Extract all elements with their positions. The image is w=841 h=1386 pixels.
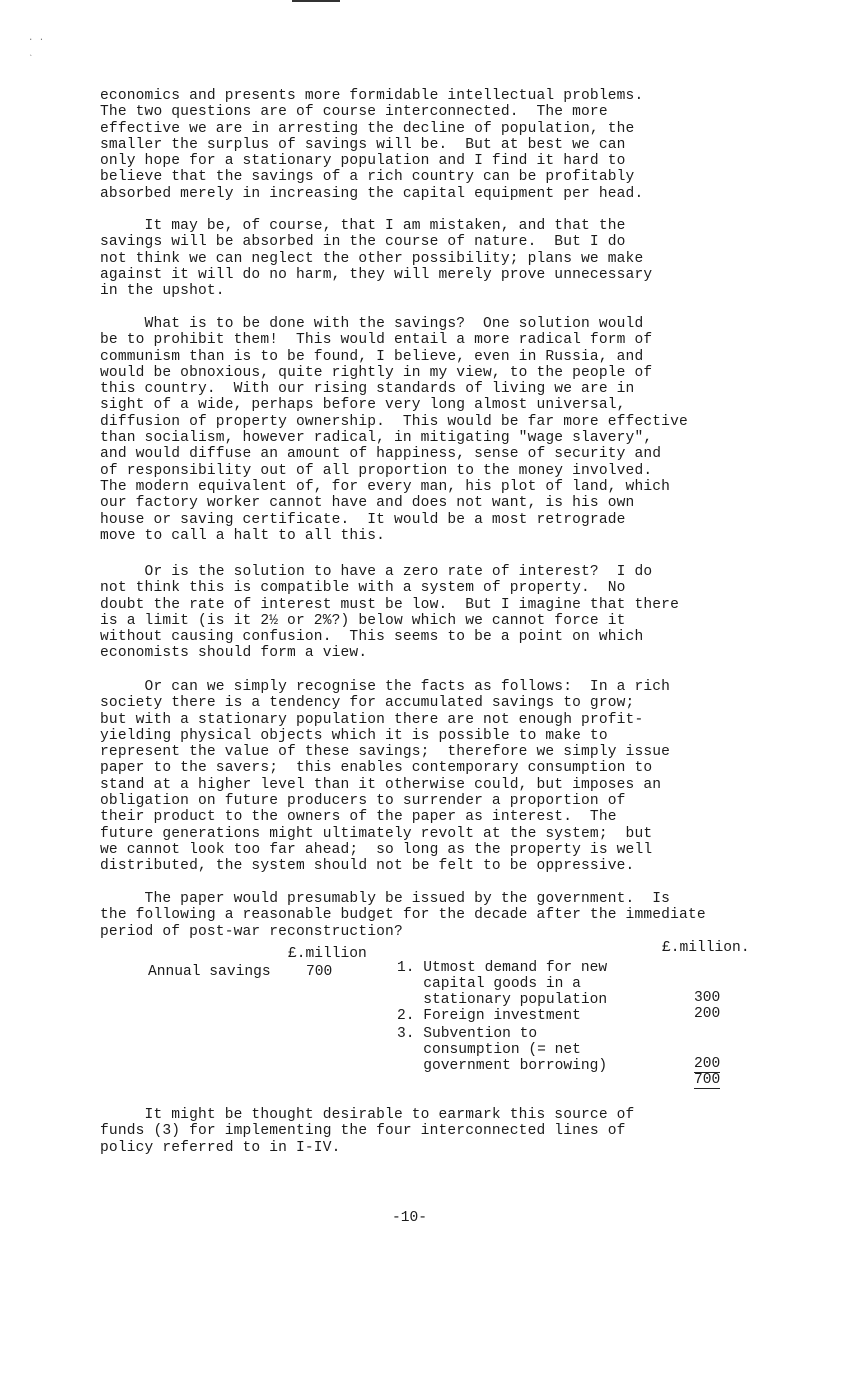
text-line: of responsibility out of all proportion to the money involved.: [100, 462, 653, 479]
text-line: funds (3) for implementing the four interconnected lines of: [100, 1123, 626, 1140]
page-number: -10-: [392, 1210, 428, 1226]
text-line: not think this is compatible with a system of property. No: [100, 580, 626, 597]
text-line: The modern equivalent of, for every man, his plot of land, which: [100, 478, 671, 495]
text-line: paper to the savers; this enables contemporary consumption to: [100, 760, 653, 777]
text-line: yielding physical objects which it is possible to make to: [100, 727, 608, 744]
text-line: doubt the rate of interest must be low. But I imagine that there: [100, 596, 679, 613]
budget-item-3-line-2: consumption (= net: [397, 1042, 581, 1058]
scan-marks: · · ˎ: [28, 35, 45, 57]
text-line: in the upshot.: [100, 283, 225, 300]
text-line: obligation on future producers to surrender a proportion of: [100, 793, 626, 810]
paragraph-5: [100, 679, 790, 875]
text-line: the following a reasonable budget for the decade after the immediate: [100, 907, 706, 924]
budget-item-1-line-1: 1. Utmost demand for new: [397, 960, 608, 976]
text-line: economics and presents more formidable intellectual problems.: [100, 88, 644, 104]
text-line: against it will do no harm, they will merely prove unnecessary: [100, 266, 653, 283]
text-line: Or can we simply recognise the facts as follows: In a rich: [100, 679, 671, 695]
text-line: house or saving certificate. It would be a most retrograde: [100, 511, 626, 528]
text-line: believe that the savings of a rich country can be profitably: [100, 169, 635, 186]
text-line: we cannot look too far ahead; so long as the property is well: [100, 841, 653, 858]
text-line: distributed, the system should not be felt to be oppressive.: [100, 858, 635, 875]
text-line: and would diffuse an amount of happiness, sense of security and: [100, 446, 662, 463]
text-line: smaller the surplus of savings will be. But at best we can: [100, 136, 626, 153]
budget-item-1-value: 300: [694, 990, 721, 1006]
budget-item-2-line-1: 2. Foreign investment: [397, 1008, 581, 1024]
text-line: What is to be done with the savings? One solution would: [100, 316, 644, 332]
text-line: society there is a tendency for accumulated savings to grow;: [100, 695, 635, 712]
text-line: The two questions are of course interconnected. The more: [100, 104, 608, 121]
text-line: our factory worker cannot have and does not want, is his own: [100, 495, 635, 512]
budget-savings-value: 700: [306, 964, 333, 980]
text-line: It might be thought desirable to earmark this source of: [100, 1107, 635, 1123]
text-line: absorbed merely in increasing the capital equipment per head.: [100, 185, 644, 202]
budget-item-2-value: 200: [694, 1006, 721, 1022]
text-line: The paper would presumably be issued by the government. Is: [100, 891, 671, 907]
budget-left-unit: £.million: [288, 946, 367, 962]
text-line: economists should form a view.: [100, 645, 368, 662]
text-line: only hope for a stationary population and I find it hard to: [100, 153, 626, 170]
budget-item-3-line-1: 3. Subvention to: [397, 1026, 538, 1042]
budget-savings-label: Annual savings: [148, 964, 271, 980]
budget-table: [100, 940, 780, 1096]
text-line: sight of a wide, perhaps before very long almost universal,: [100, 397, 626, 414]
text-line: be to prohibit them! This would entail a more radical form of: [100, 332, 653, 349]
text-line: stand at a higher level than it otherwise could, but imposes an: [100, 776, 662, 793]
budget-item-3-value: 200: [694, 1056, 721, 1072]
text-line: represent the value of these savings; therefore we simply issue: [100, 744, 671, 761]
paragraph-2: [100, 218, 790, 299]
text-line: Or is the solution to have a zero rate of interest? I do: [100, 564, 653, 580]
paragraph-3: [100, 316, 790, 544]
top-rule: [292, 0, 340, 2]
text-line: than socialism, however radical, in mitigating "wage slavery",: [100, 430, 653, 447]
budget-right-unit: £.million.: [662, 940, 750, 956]
budget-total: 700: [694, 1072, 721, 1088]
text-line: It may be, of course, that I am mistaken, and that the: [100, 218, 626, 234]
paragraph-4: [100, 564, 790, 662]
text-line: this country. With our rising standards of living we are in: [100, 381, 635, 398]
text-line: their product to the owners of the paper as interest. The: [100, 809, 617, 826]
text-line: is a limit (is it 2½ or 2%?) below which we cannot force it: [100, 612, 626, 629]
text-line: move to call a halt to all this.: [100, 527, 386, 544]
text-line: without causing confusion. This seems to be a point on which: [100, 629, 644, 646]
text-line: period of post-war reconstruction?: [100, 923, 403, 940]
text-line: would be obnoxious, quite rightly in my view, to the people of: [100, 364, 653, 381]
paragraph-1: [100, 88, 790, 202]
text-line: policy referred to in I-IV.: [100, 1139, 341, 1156]
text-line: communism than is to be found, I believe, even in Russia, and: [100, 348, 644, 365]
budget-item-1-line-2: capital goods in a: [397, 976, 581, 992]
text-line: future generations might ultimately revolt at the system; but: [100, 825, 653, 842]
text-line: not think we can neglect the other possibility; plans we make: [100, 250, 644, 267]
text-line: but with a stationary population there are not enough profit-: [100, 711, 644, 728]
paragraph-7: [100, 1107, 790, 1156]
text-line: diffusion of property ownership. This would be far more effective: [100, 413, 688, 430]
budget-item-1-line-3: stationary population: [397, 992, 608, 1008]
text-line: effective we are in arresting the decline of population, the: [100, 120, 635, 137]
budget-item-3-line-3: government borrowing): [397, 1058, 608, 1074]
paragraph-6: [100, 891, 790, 940]
text-line: savings will be absorbed in the course of nature. But I do: [100, 234, 626, 251]
